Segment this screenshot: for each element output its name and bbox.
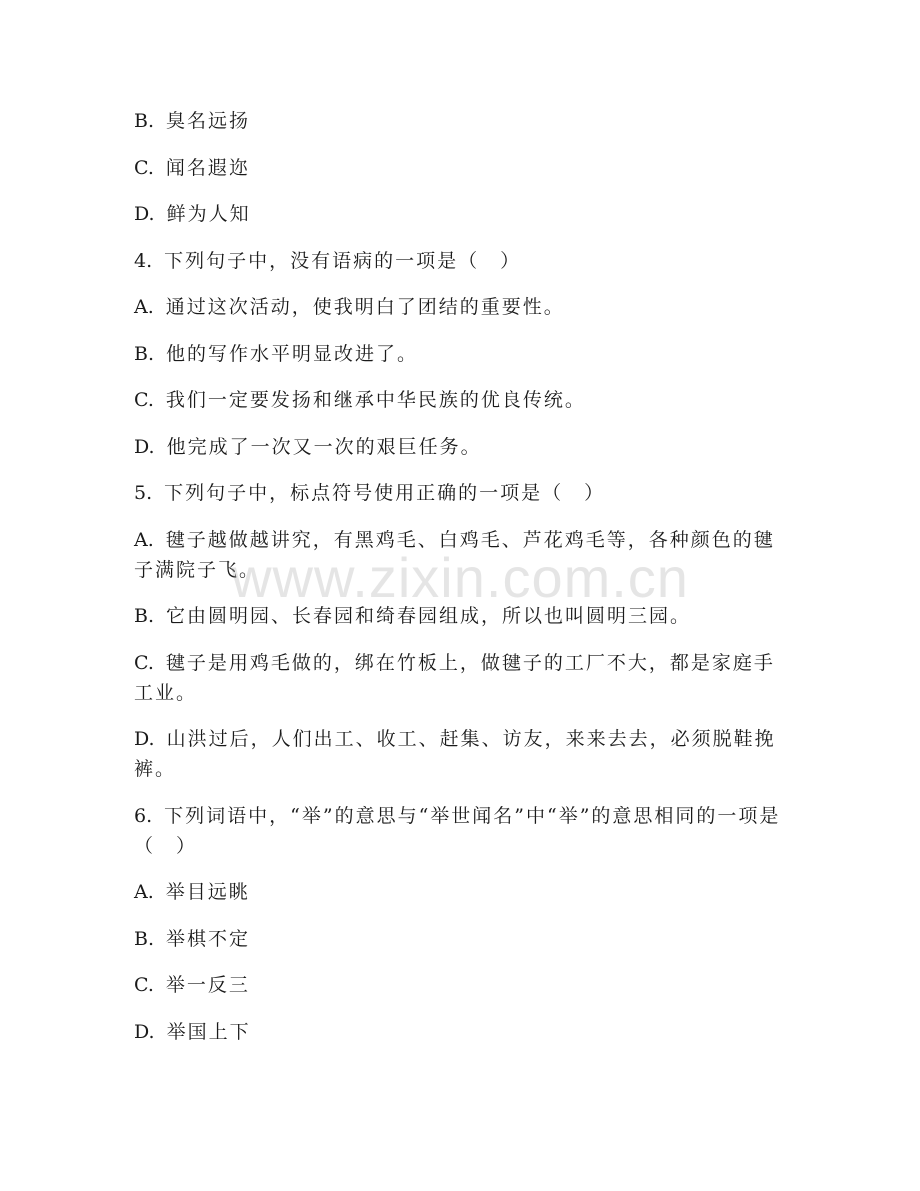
option-label: D. bbox=[134, 1020, 155, 1043]
option-label: B. bbox=[134, 110, 155, 132]
option-label: D. bbox=[134, 203, 155, 225]
option-label: C. bbox=[134, 389, 154, 411]
option-text: 举棋不定 bbox=[166, 927, 251, 950]
question-text: 下列词语中，“举”的意思与“举世闻名”中“举”的意思相同的一项是（ ） bbox=[134, 804, 781, 857]
question-6 bbox=[134, 801, 784, 861]
option-c-q5 bbox=[134, 648, 784, 708]
option-text: 毽子越做越讲究，有黑鸡毛、白鸡毛、芦花鸡毛等，各种颜色的毽子满院子飞。 bbox=[134, 528, 775, 581]
option-label: C. bbox=[134, 651, 154, 674]
option-text: 鲜为人知 bbox=[166, 203, 251, 225]
question-5 bbox=[134, 478, 784, 508]
option-label: D. bbox=[134, 728, 155, 750]
option-b-q3 bbox=[134, 106, 784, 136]
option-label: B. bbox=[134, 927, 155, 950]
question-number: 5. bbox=[134, 482, 153, 504]
option-d-q6 bbox=[134, 1017, 784, 1047]
option-d-q3 bbox=[134, 199, 784, 229]
option-d-q4 bbox=[134, 432, 784, 462]
option-text: 通过这次活动，使我明白了团结的重要性。 bbox=[165, 296, 565, 318]
option-label: B. bbox=[134, 605, 155, 627]
option-label: A. bbox=[134, 296, 154, 318]
option-label: B. bbox=[134, 342, 155, 365]
option-label: C. bbox=[134, 156, 154, 179]
option-label: C. bbox=[134, 974, 154, 996]
option-d-q5 bbox=[134, 724, 784, 784]
option-c-q6 bbox=[134, 970, 784, 1000]
question-text: 下列句子中，标点符号使用正确的一项是（ ） bbox=[164, 482, 606, 504]
option-text: 举一反三 bbox=[165, 974, 250, 996]
option-b-q4 bbox=[134, 339, 784, 369]
option-text: 山洪过后，人们出工、收工、赶集、访友，来来去去，必须脱鞋挽裤。 bbox=[134, 728, 776, 780]
option-label: A. bbox=[134, 881, 154, 903]
option-text: 他完成了一次又一次的艰巨任务。 bbox=[166, 435, 482, 458]
option-text: 毽子是用鸡毛做的，绑在竹板上，做毽子的工厂不大，都是家庭手工业。 bbox=[134, 651, 775, 704]
option-a-q4 bbox=[134, 292, 784, 322]
option-c-q3 bbox=[134, 153, 784, 183]
question-text: 下列句子中，没有语病的一项是（ ） bbox=[164, 249, 522, 272]
option-text: 它由圆明园、长春园和绮春园组成，所以也叫圆明三园。 bbox=[166, 605, 692, 627]
option-b-q6 bbox=[134, 924, 784, 954]
option-text: 闻名遐迩 bbox=[165, 156, 250, 179]
option-text: 他的写作水平明显改进了。 bbox=[166, 342, 419, 365]
question-content bbox=[134, 106, 784, 1063]
watermark: www.zixin.com.cn bbox=[231, 546, 689, 609]
option-text: 举目远眺 bbox=[165, 881, 250, 903]
option-b-q5 bbox=[134, 601, 784, 631]
question-number: 4. bbox=[134, 249, 153, 272]
option-label: D. bbox=[134, 435, 155, 458]
option-text: 臭名远扬 bbox=[166, 110, 251, 132]
option-label: A. bbox=[134, 528, 154, 551]
question-number: 6. bbox=[134, 804, 153, 827]
option-a-q6 bbox=[134, 877, 784, 907]
option-c-q4 bbox=[134, 385, 784, 415]
option-a-q5 bbox=[134, 525, 784, 585]
question-4 bbox=[134, 246, 784, 276]
option-text: 举国上下 bbox=[166, 1020, 251, 1043]
option-text: 我们一定要发扬和继承中华民族的优良传统。 bbox=[165, 389, 586, 411]
